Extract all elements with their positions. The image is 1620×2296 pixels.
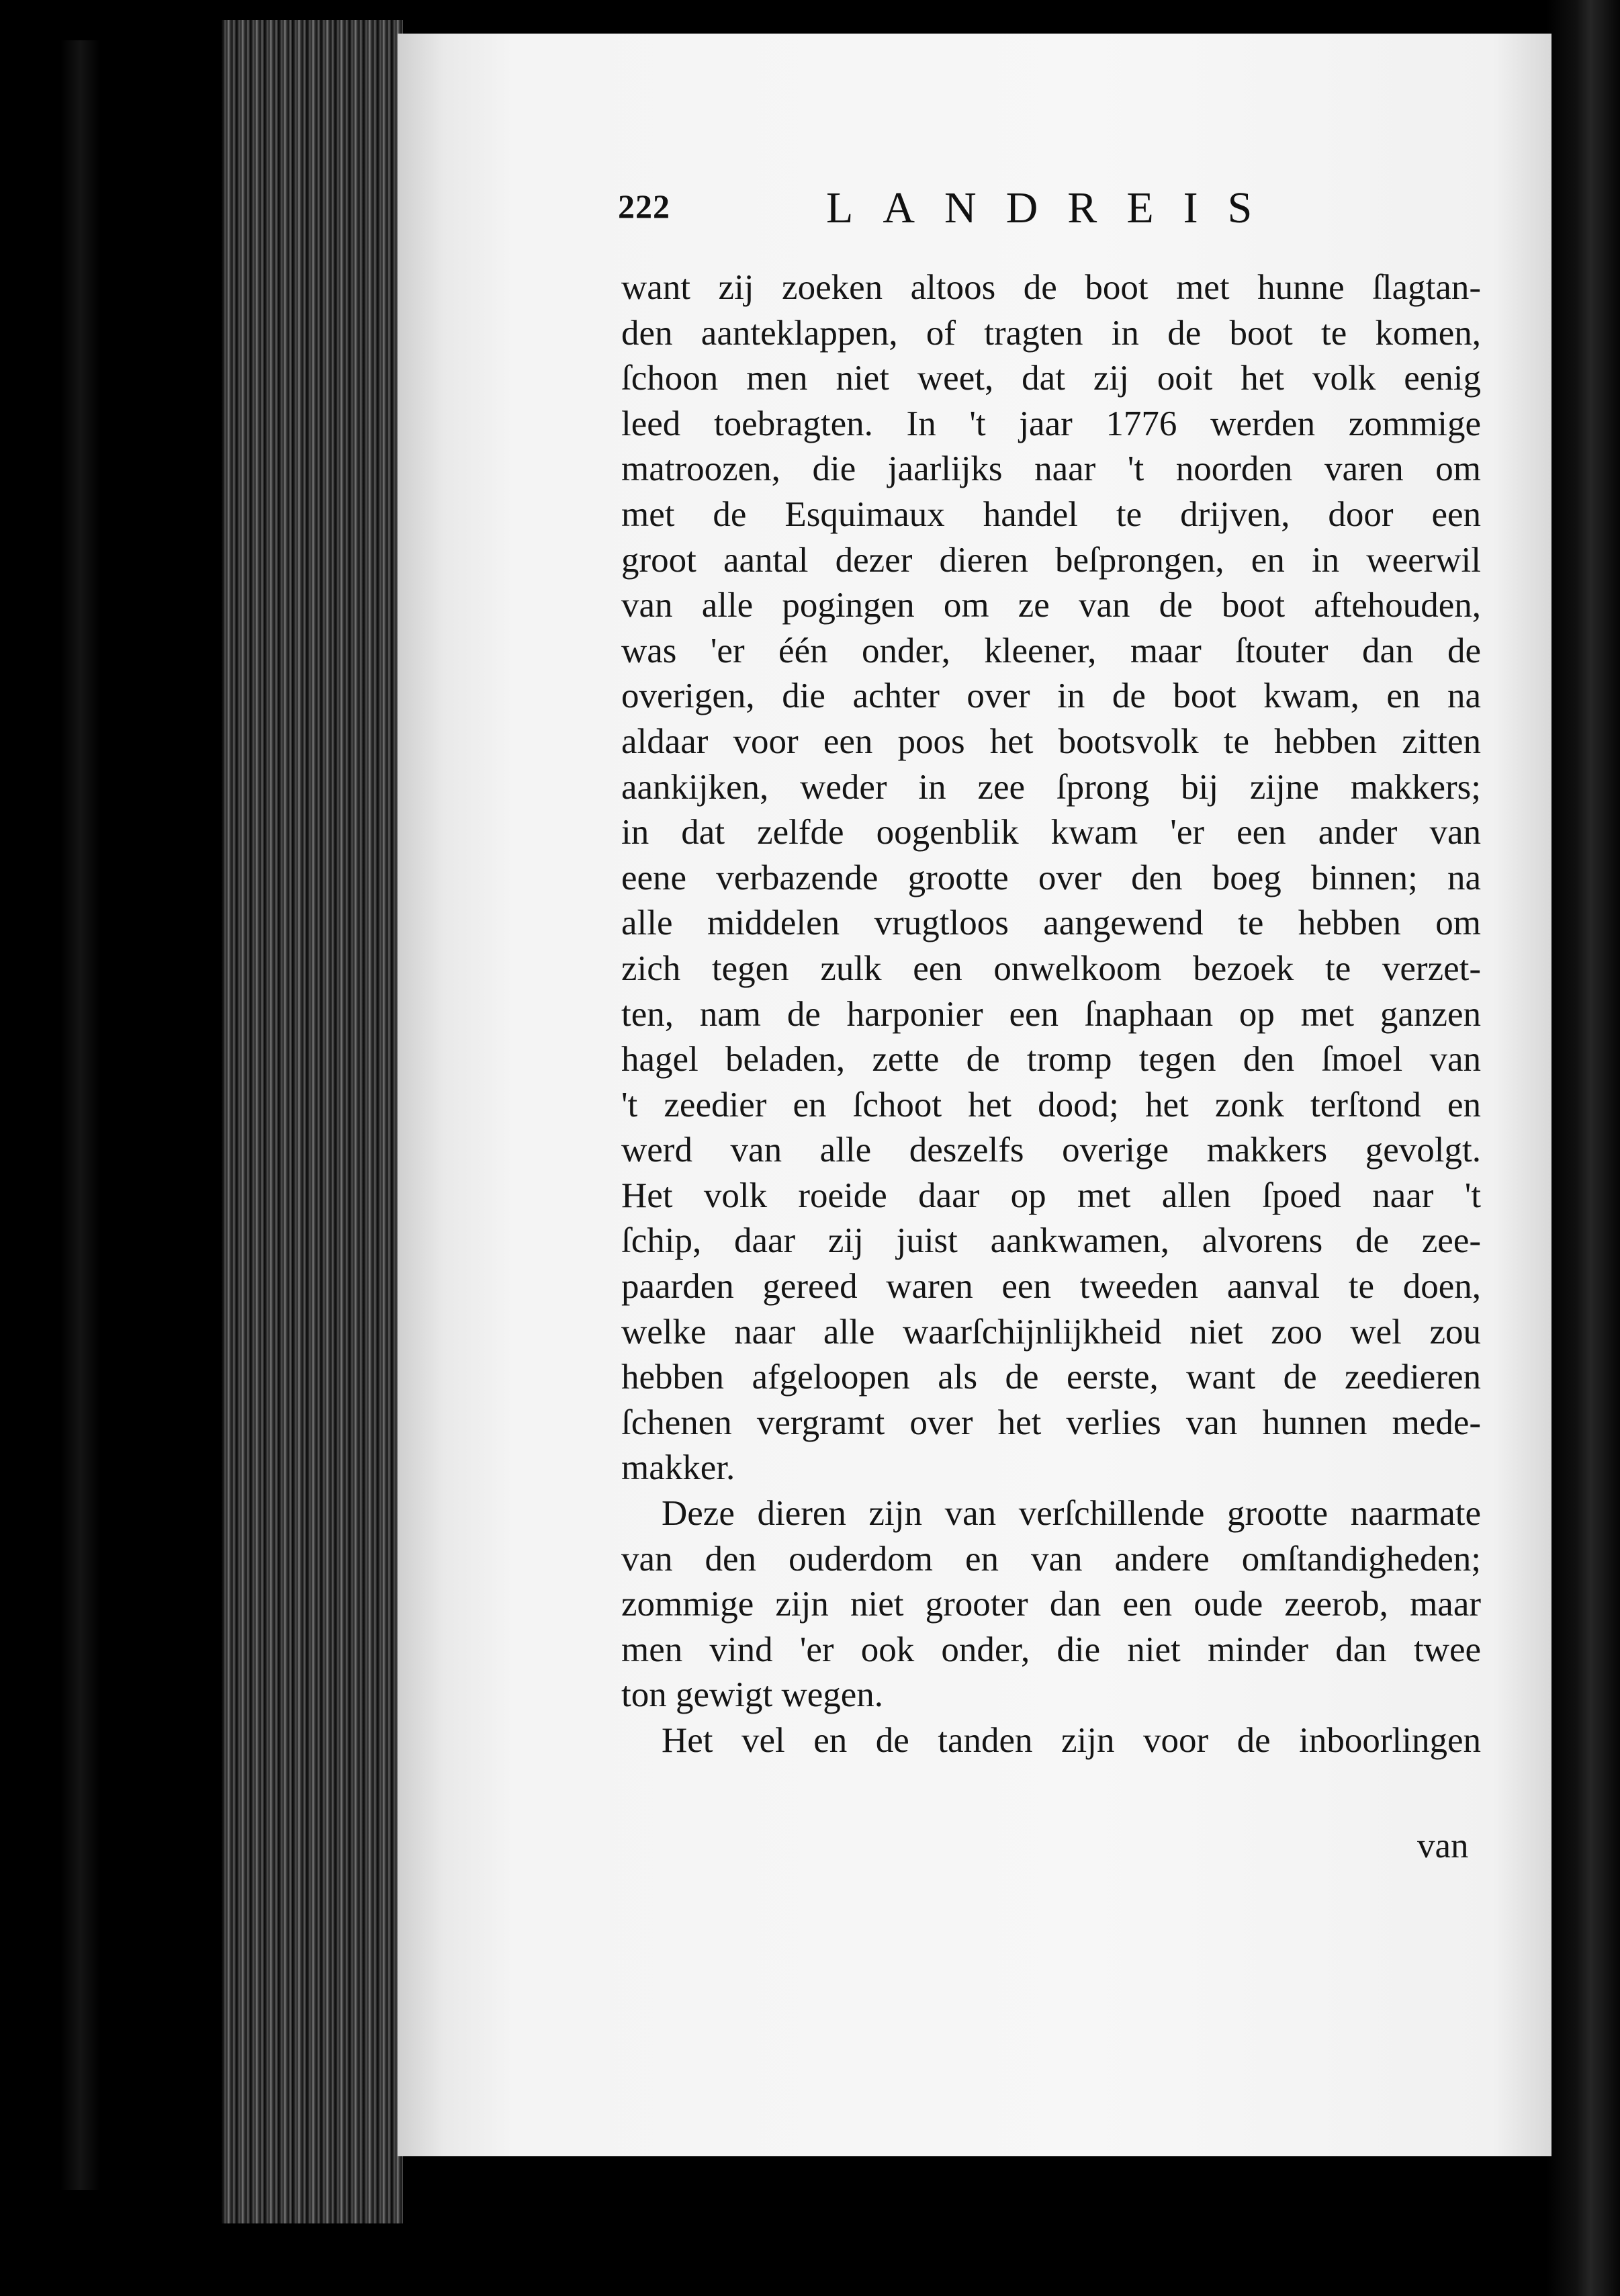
text-line: ſchenen vergramt over het verlies van hunnen mede- xyxy=(621,1403,1481,1442)
text-line: men vind 'er ook onder, die niet minder dan twee xyxy=(621,1630,1481,1669)
text-line: aldaar voor een poos het bootsvolk te hebben zitten xyxy=(621,721,1481,761)
text-line: hebben afgeloopen als de eerste, want de zeedieren xyxy=(621,1358,1481,1397)
text-line: werd van alle deszelfs overige makkers gevolgt. xyxy=(621,1131,1481,1170)
running-head: LANDREIS xyxy=(826,183,1282,232)
text-line: Het vel en de tanden zijn voor de inboorlingen xyxy=(662,1721,1481,1760)
text-line: ton gewigt wegen. xyxy=(621,1675,884,1715)
page-number: 222 xyxy=(618,187,670,225)
text-line: 't zeedier en ſchoot het dood; het zonk terſtond en xyxy=(621,1085,1481,1124)
text-line: ſchip, daar zij juist aankwamen, alvorens de zee- xyxy=(621,1221,1481,1261)
text-line: ten, nam de harponier een ſnaphaan op met ganzen xyxy=(621,994,1481,1034)
text-line: makker. xyxy=(621,1448,735,1488)
text-line: met de Esquimaux handel te drijven, door een xyxy=(621,494,1481,534)
catchword: van xyxy=(1417,1826,1469,1865)
book-spine-shadow xyxy=(60,40,101,2190)
text-line: welke naar alle waarſchijnlijkheid niet zoo wel zou xyxy=(621,1312,1481,1352)
text-line: ſchoon men niet weet, dat zij ooit het volk eenig xyxy=(621,359,1481,398)
text-line: van den ouderdom en van andere omſtandigheden; xyxy=(621,1539,1481,1579)
text-line: Het volk roeide daar op met allen ſpoed naar 't xyxy=(621,1176,1481,1215)
text-line: zommige zijn niet grooter dan een oude zeerob, maar xyxy=(621,1585,1481,1624)
text-line: hagel beladen, zette de tromp tegen den ſmoel van xyxy=(621,1040,1481,1079)
text-line: aankijken, weder in zee ſprong bij zijne makkers; xyxy=(621,767,1481,807)
text-line: paarden gereed waren een tweeden aanval te doen, xyxy=(621,1267,1481,1307)
text-line: eene verbazende grootte over den boeg binnen; na xyxy=(621,858,1481,897)
text-line: matroozen, die jaarlijks naar 't noorden varen om xyxy=(621,449,1481,489)
page-edges xyxy=(222,20,403,2223)
right-book-edge xyxy=(1546,0,1620,2296)
text-line: Deze dieren zijn van verſchillende grootte naarmate xyxy=(662,1494,1481,1534)
text-line: in dat zelfde oogenblik kwam 'er een ander van xyxy=(621,813,1481,852)
text-line: was 'er één onder, kleener, maar ſtouter dan de xyxy=(621,631,1481,670)
text-line: want zij zoeken altoos de boot met hunne ſlagtan- xyxy=(621,268,1481,307)
page-header xyxy=(618,183,1491,240)
text-line: zich tegen zulk een onwelkoom bezoek te verzet- xyxy=(621,948,1481,988)
text-line: groot aantal dezer dieren beſprongen, en in weerwil xyxy=(621,540,1481,580)
text-line: den aanteklappen, of tragten in de boot te komen, xyxy=(621,313,1481,353)
text-line: overigen, die achter over in de boot kwam, en na xyxy=(621,676,1481,716)
text-line: leed toebragten. In 't jaar 1776 werden zommige xyxy=(621,404,1481,443)
text-line: alle middelen vrugtloos aangewend te hebben om xyxy=(621,903,1481,943)
body-text xyxy=(621,265,1481,1764)
text-line: van alle pogingen om ze van de boot aftehouden, xyxy=(621,586,1481,625)
